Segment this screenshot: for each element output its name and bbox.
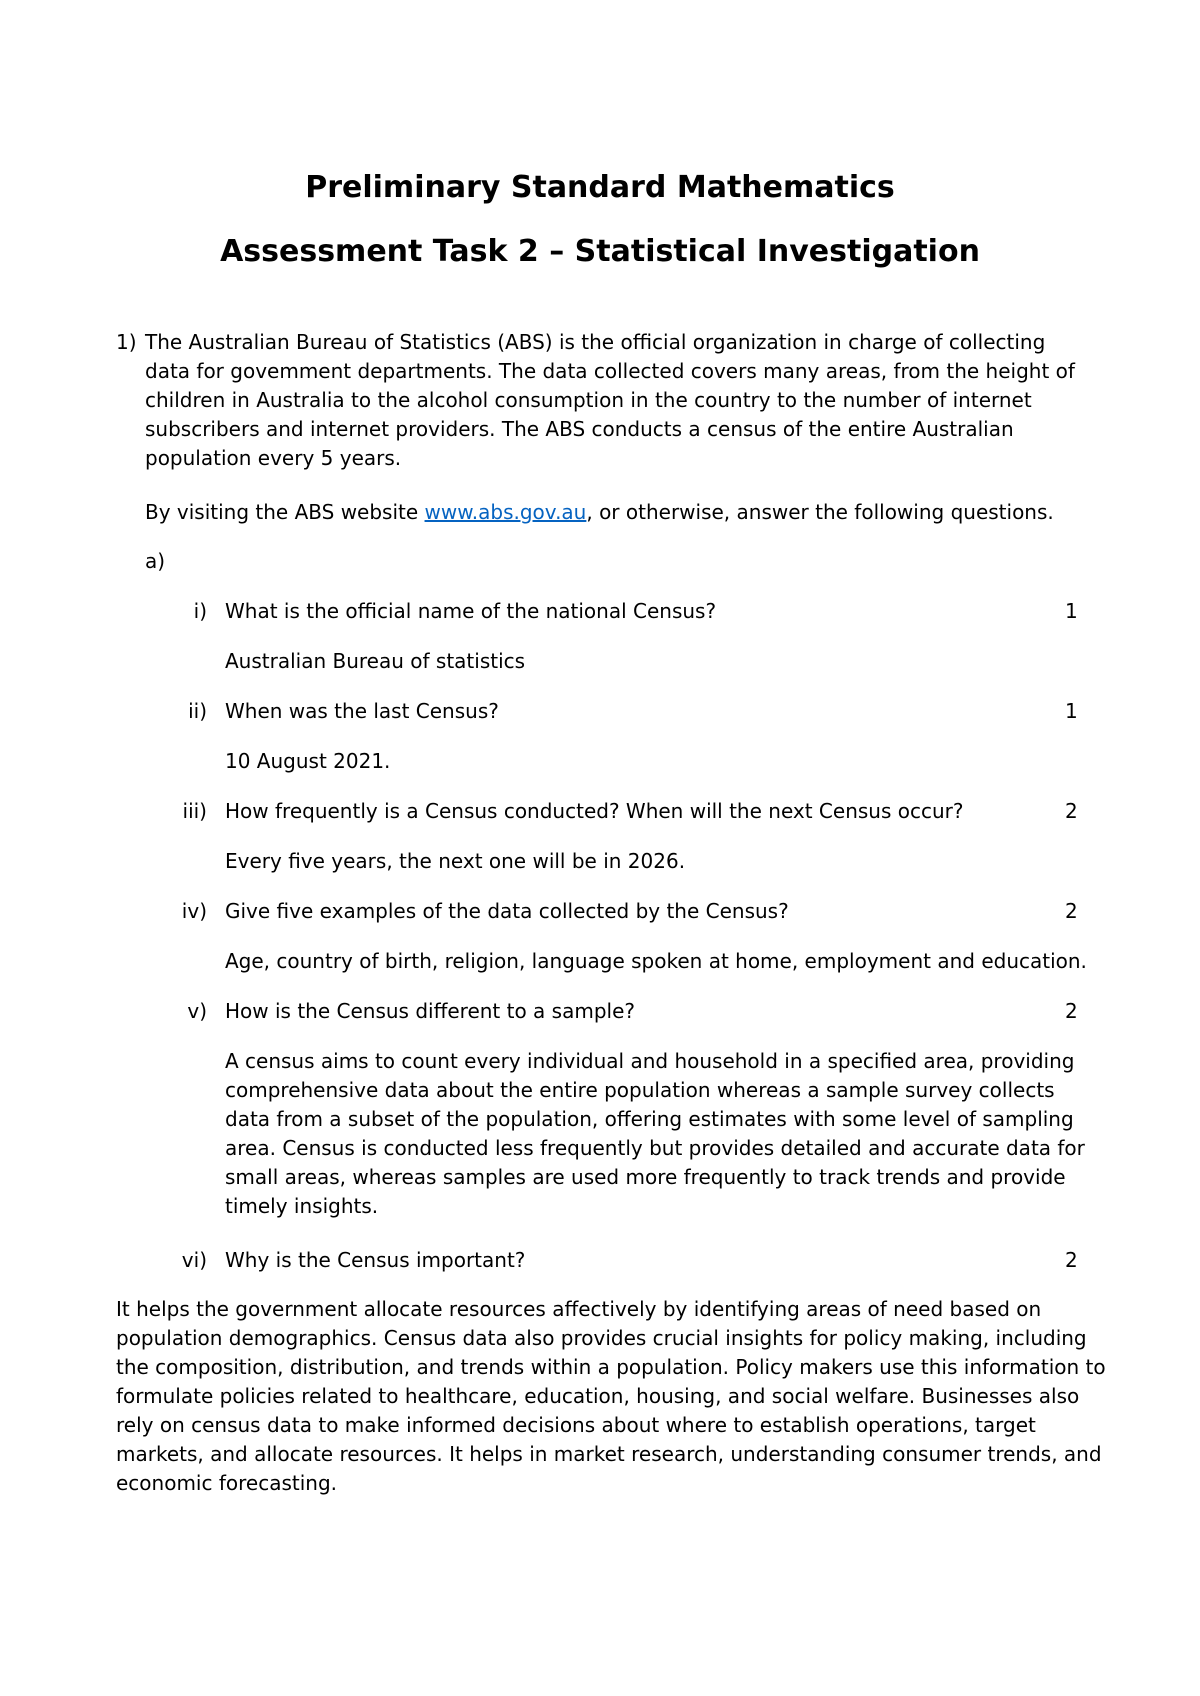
visit-prefix: By visiting the ABS website [145,500,425,524]
subquestion-answer: It helps the government allocate resources affectively by identifying areas of need based on population demographics. Census data also provides crucial insights for policy making, including the composition, distribution, and trends within a population. Policy makers use this information to formulate policies related to healthcare, education, housing, and social welfare. Businesses also rely on census data to make informed decisions about where to establish operations, target markets, and allocate resources. It helps in market research, understanding consumer trends, and economic forecasting. [116,1297,1106,1495]
subquestion-row [0,797,1200,826]
document-title: Preliminary Standard Mathematics [305,170,895,205]
abs-website-link[interactable]: www.abs.gov.au [424,500,587,524]
subquestion-text: What is the official name of the national Census? [225,599,717,623]
subquestion-row [0,697,1200,726]
subquestion-answer: 10 August 2021. [225,749,391,773]
question-number: 1) [116,330,137,354]
document-subtitle: Assessment Task 2 – Statistical Investigation [220,234,980,269]
subquestion-answer: A census aims to count every individual and household in a specified area, providing comprehensive data about the entire population whereas a sample survey collects data from a subset of the population, offering estimates with some level of sampling area. Census is conducted less frequently but provides detailed and accurate data for small areas, whereas samples are used more frequently to track trends and provide timely insights. [225,1049,1085,1218]
subquestion-row [0,597,1200,626]
subquestion-answer: Every five years, the next one will be in 2026. [225,849,686,873]
subquestion-marks: 2 [1065,1248,1078,1272]
subquestion-number: i) [193,599,207,623]
subquestion-text: How is the Census different to a sample? [225,999,635,1023]
question-intro-paragraph: The Australian Bureau of Statistics (ABS) is the official organization in charge of collecting data for govemment departments. The data collected covers many areas, from the height of children in Australia to the alcohol consumption in the country to the number of internet subscribers and internet providers. The ABS conducts a census of the entire Australian population every 5 years. [145,330,1075,470]
subquestion-number: v) [187,999,207,1023]
subquestion-text: Why is the Census important? [225,1248,526,1272]
part-label: a) [145,549,166,573]
visit-suffix: , or otherwise, answer the following questions. [586,500,1054,524]
subquestion-marks: 2 [1065,799,1078,823]
subquestion-number: iv) [181,899,207,923]
subquestion-number: ii) [188,699,207,723]
subquestion-answer: Australian Bureau of statistics [225,649,526,673]
subquestion-answer: Age, country of birth, religion, language spoken at home, employment and education. [225,949,1087,973]
visit-instruction [145,498,1105,527]
subquestion-number: vi) [181,1248,207,1272]
subquestion-row [0,1246,1200,1275]
subquestion-row [0,997,1200,1026]
subquestion-text: When was the last Census? [225,699,499,723]
subquestion-text: Give five examples of the data collected by the Census? [225,899,789,923]
subquestion-marks: 1 [1065,599,1078,623]
subquestion-number: iii) [182,799,207,823]
subquestion-marks: 1 [1065,699,1078,723]
subquestion-row [0,897,1200,926]
subquestion-marks: 2 [1065,999,1078,1023]
subquestion-marks: 2 [1065,899,1078,923]
subquestion-text: How frequently is a Census conducted? When will the next Census occur? [225,799,964,823]
